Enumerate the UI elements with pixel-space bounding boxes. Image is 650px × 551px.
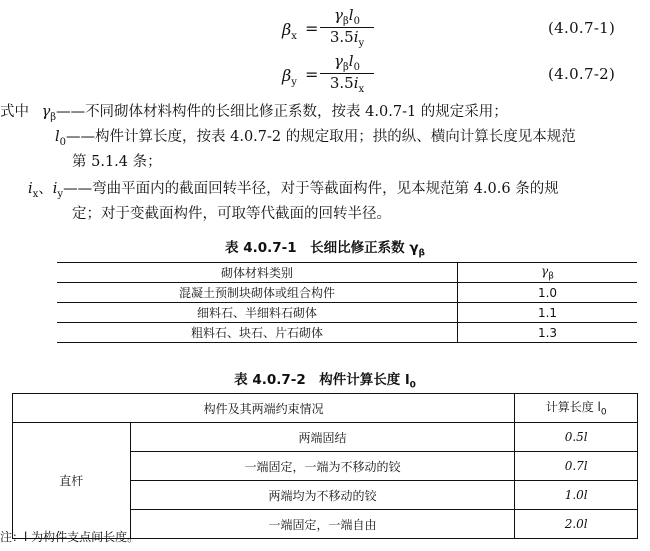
definition-text: ——构件计算长度，按表 4.0.7-2 的规定取用；拱的纵、横向计算长度见本规范	[66, 129, 576, 145]
equals-sign: =	[305, 19, 319, 38]
equation-lhs: $\beta_x$	[282, 20, 297, 43]
equation-4-0-7-2	[0, 52, 650, 96]
definition-l0-continued: 第 5.1.4 条；	[72, 154, 162, 170]
table-note: 注：l 为构件支点间长度。	[0, 530, 140, 544]
header-material-type: 砌体材料类别	[57, 263, 458, 283]
definition-text: ——不同砌体材料构件的长细比修正系数，按表 4.0.7-1 的规定采用；	[56, 104, 508, 120]
table-header-row	[57, 263, 637, 283]
equation-fraction: $\gamma_\beta l_0$ $3.5i_x$	[320, 52, 374, 95]
header-constraint: 构件及其两端约束情况	[13, 394, 515, 423]
header-length: 计算长度 $l_0$	[515, 394, 638, 423]
table-row: 直杆 两端固结 0.5l	[13, 423, 638, 452]
header-gamma: $\gamma_\beta$	[458, 263, 638, 283]
table-row: 混凝土预制块砌体或组合构件 1.0	[57, 283, 637, 303]
table-header-row	[13, 394, 638, 423]
definition-radius: $i_x$、$i_y——$弯曲平面内的截面回转半径，对于等截面构件，见本规范第 4.0.6 条的规	[28, 181, 559, 200]
table-row: 两端均为不移动的铰 1.0l	[13, 481, 638, 510]
definition-gamma: 式中 $\gamma_\beta——$不同砌体材料构件的长细比修正系数，按表 4.0.7-1 的规定采用；	[0, 104, 508, 123]
equals-sign: =	[305, 65, 319, 84]
table-row: 细料石、半细料石砌体 1.1	[57, 303, 637, 323]
table1-caption: 表 4.0.7-1 长细比修正系数 $\gamma_\beta$	[225, 240, 425, 259]
equation-4-0-7-1	[0, 6, 650, 50]
definition-radius-continued: 定；对于变截面构件，可取等代截面的回转半径。	[72, 206, 391, 222]
table-row: 粗料石、块石、片石砌体 1.3	[57, 323, 637, 343]
equation-fraction: $\gamma_\beta l_0$ $3.5i_y$	[320, 6, 374, 49]
equation-number: (4.0.7-2)	[548, 65, 616, 83]
table-slenderness-correction	[57, 262, 637, 343]
definition-prefix: 式中	[0, 104, 29, 120]
equation-lhs: $\beta_y$	[282, 66, 297, 89]
table-effective-length	[12, 393, 638, 539]
table-row: 一端固定，一端为不移动的铰 0.7l	[13, 452, 638, 481]
definition-text: ——弯曲平面内的截面回转半径，对于等截面构件，见本规范第 4.0.6 条的规	[63, 181, 559, 197]
table-row: 一端固定，一端自由 2.0l	[13, 510, 638, 539]
definition-l0: $l_0——$构件计算长度，按表 4.0.7-2 的规定取用；拱的纵、横向计算长度见本规范	[55, 129, 576, 148]
table2-caption: 表 4.0.7-2 构件计算长度 $l_0$	[234, 372, 416, 391]
equation-number: (4.0.7-1)	[548, 19, 616, 37]
group-label: 直杆	[13, 423, 131, 539]
